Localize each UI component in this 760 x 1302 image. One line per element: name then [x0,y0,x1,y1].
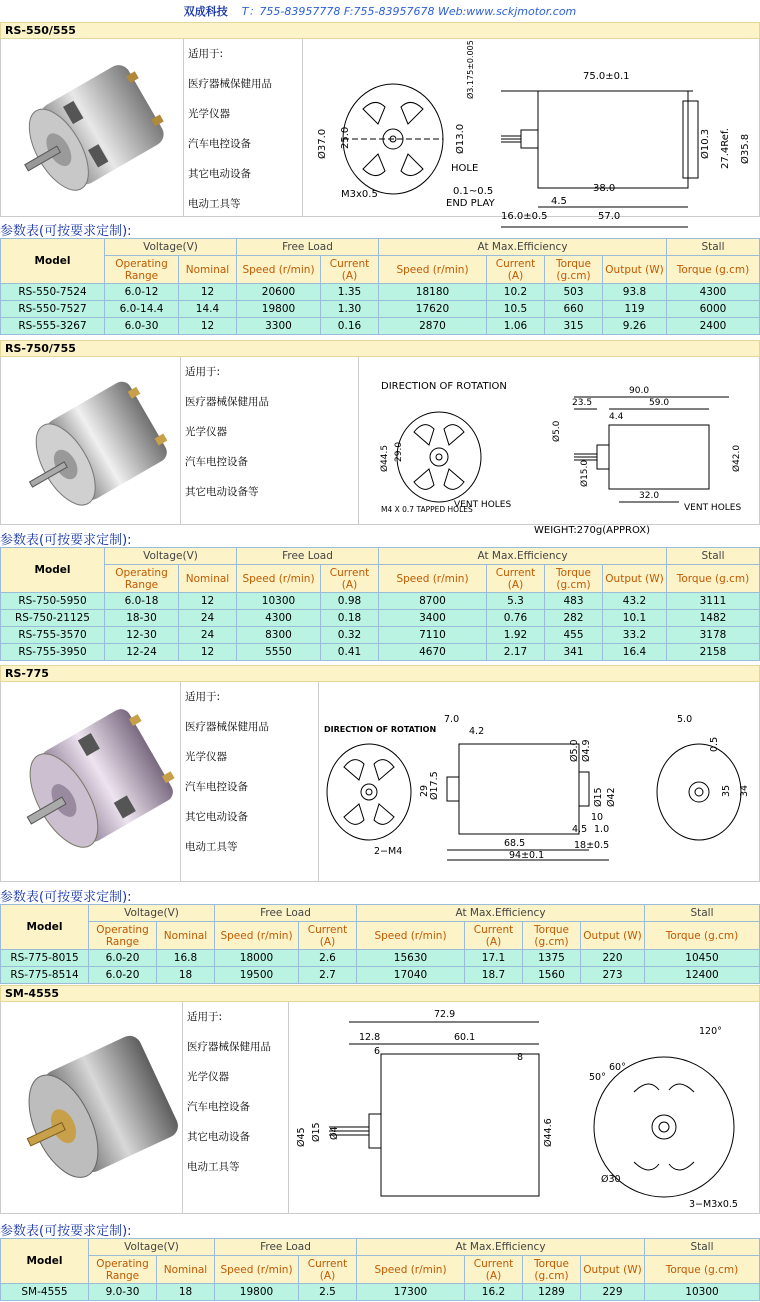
table-cell: 6000 [667,301,760,318]
table-cell: 455 [545,627,603,644]
table-cell: 2870 [379,318,487,335]
table-cell: 7110 [379,627,487,644]
dim-label: 1.0 [594,824,610,835]
dim-label: Ø42.0 [732,444,742,472]
table-cell: 6.0-12 [105,284,179,301]
table-cell: RS-550-7527 [1,301,105,318]
col-nominal: Nominal [179,256,237,284]
app-item: 电动工具等 [185,841,238,853]
motor-photo [1,39,184,216]
dim-label: 4.5 [551,196,567,207]
dim-label: Ø5.0 [552,420,562,442]
motor-photo [1,357,181,524]
table-cell: 3300 [237,318,321,335]
col-current: Current (A) [299,922,357,950]
spec-table-rs775 [0,904,760,984]
table-cell: 229 [581,1284,645,1301]
dim-label: Ø15.0 [580,459,590,487]
company-name: 双成科技 [183,5,228,18]
table-cell: 18-30 [105,610,179,627]
table-cell: 0.76 [487,610,545,627]
col-model: Model [1,548,105,593]
dim-label: Ø42 [606,787,617,807]
table-cell: 33.2 [603,627,667,644]
col-speed: Speed (r/min) [215,1256,299,1284]
app-item: 其它电动设备等 [185,486,259,498]
table-cell: 12 [179,284,237,301]
section-title: SM-4555 [0,985,760,1002]
table-cell: 16.8 [157,950,215,967]
table-row [1,627,760,644]
dim-label: 32.0 [639,491,660,501]
dim-label: 29 [419,784,430,797]
dim-label: 50° [589,1072,606,1083]
dim-label: DIRECTION OF ROTATION [324,725,437,734]
dim-label: 94±0.1 [509,850,545,861]
table-cell: 18 [157,1284,215,1301]
table-cell: 93.8 [603,284,667,301]
table-cell: 1289 [523,1284,581,1301]
col-stall-torque: Torque (g.cm) [667,565,760,593]
params-title: 参数表(可按要求定制): [0,224,132,239]
dim-label: 3−M3x0.5 [689,1199,738,1210]
table-cell: 220 [581,950,645,967]
col-speed: Speed (r/min) [379,256,487,284]
table-cell: 9.0-30 [89,1284,157,1301]
col-current: Current (A) [465,922,523,950]
app-item: 光学仪器 [185,751,227,763]
col-speed: Speed (r/min) [357,922,465,950]
dim-label: 12.8 [359,1032,381,1043]
spec-table-rs550 [0,238,760,335]
table-cell: 0.98 [321,593,379,610]
dim-label: Ø37.0 [317,128,328,159]
table-cell: 16.2 [465,1284,523,1301]
table-cell: 4300 [667,284,760,301]
dim-label: Ø17.5 [429,771,440,800]
table-cell: RS-550-7524 [1,284,105,301]
table-row [1,284,760,301]
app-item: 医疗器械保健用品 [187,1041,271,1053]
table-cell: 0.18 [321,610,379,627]
dim-label: Ø15 [593,787,604,807]
technical-drawing [289,1002,759,1213]
table-cell: 19500 [215,967,299,984]
table-cell: 17620 [379,301,487,318]
table-row [1,1284,760,1301]
motor-photo [1,1002,183,1213]
col-max-eff: At Max.Efficiency [357,905,645,922]
table-cell: 1560 [523,967,581,984]
params-title: 参数表(可按要求定制): [0,890,132,905]
table-cell: 8300 [237,627,321,644]
app-item: 医疗器械保健用品 [185,396,269,408]
table-cell: 660 [545,301,603,318]
table-cell: 14.4 [179,301,237,318]
dim-label: 25.0 [340,126,351,149]
dim-label: 18±0.5 [574,840,610,851]
dim-label: 7.0 [444,714,460,725]
col-free-load: Free Load [215,905,357,922]
dim-label: Ø13.0 [455,123,466,154]
table-cell: 10.2 [487,284,545,301]
table-cell: 119 [603,301,667,318]
col-stall: Stall [645,905,760,922]
header-bar [0,0,760,22]
app-item: 汽车电控设备 [185,781,248,793]
apps-heading: 适用于: [188,48,224,60]
table-cell: RS-750-5950 [1,593,105,610]
dim-label: Ø15 [311,1122,322,1142]
dim-label: M4 X 0.7 TAPPED HOLES [381,505,473,514]
params-title: 参数表(可按要求定制): [0,533,132,548]
col-operating-range: Operating Range [105,565,179,593]
table-cell: 17040 [357,967,465,984]
table-cell: RS-755-3570 [1,627,105,644]
table-cell: 1375 [523,950,581,967]
dim-label: 68.5 [504,838,526,849]
dim-label: Ø44.5 [380,444,390,472]
section-sm4555 [0,985,760,1214]
dim-label: 90.0 [629,386,650,396]
table-cell: 17.1 [465,950,523,967]
applications-list [184,39,303,216]
table-cell: 19800 [237,301,321,318]
table-cell: 483 [545,593,603,610]
spec-table-rs750 [0,547,760,661]
table-row [1,950,760,967]
col-nominal: Nominal [179,565,237,593]
dim-label: Ø35.8 [740,133,751,164]
motor-photo [1,682,181,881]
table-cell: 18000 [215,950,299,967]
table-cell: 18.7 [465,967,523,984]
technical-drawing [303,39,759,222]
section-title: RS-750/755 [0,340,760,357]
dim-label: 2−M4 [374,846,403,857]
table-row [1,967,760,984]
dim-label: 0.5 [709,736,720,752]
col-output: Output (W) [603,565,667,593]
dim-label: HOLE [451,163,479,174]
col-operating-range: Operating Range [105,256,179,284]
col-voltage: Voltage(V) [89,905,215,922]
col-torque: Torque (g.cm) [523,1256,581,1284]
app-item: 其它电动设备 [185,811,248,823]
table-cell: 341 [545,644,603,661]
table-cell: RS-555-3267 [1,318,105,335]
col-voltage: Voltage(V) [105,239,237,256]
table-cell: 12 [179,593,237,610]
col-stall: Stall [667,239,760,256]
dim-label: VENT HOLES [454,500,512,510]
dim-label: 75.0±0.1 [583,71,630,82]
dim-label: 120° [699,1026,722,1037]
table-cell: 1.30 [321,301,379,318]
col-torque: Torque (g.cm) [545,565,603,593]
app-item: 电动工具等 [187,1161,240,1173]
technical-drawing [319,682,759,881]
table-cell: 43.2 [603,593,667,610]
col-torque: Torque (g.cm) [545,256,603,284]
app-item: 电动工具等 [188,198,241,210]
table-cell: 6.0-20 [89,950,157,967]
table-cell: 10300 [645,1284,760,1301]
table-row [1,318,760,335]
app-item: 其它电动设备 [187,1131,250,1143]
col-torque: Torque (g.cm) [523,922,581,950]
col-current: Current (A) [321,256,379,284]
table-cell: RS-775-8514 [1,967,89,984]
col-speed: Speed (r/min) [379,565,487,593]
table-cell: 0.32 [321,627,379,644]
table-cell: 5.3 [487,593,545,610]
section-title: RS-550/555 [0,22,760,39]
table-cell: 3178 [667,627,760,644]
dim-label: 60.1 [454,1032,476,1043]
table-cell: 1.35 [321,284,379,301]
dim-label: 29.0 [394,441,404,462]
col-current: Current (A) [465,1256,523,1284]
col-current: Current (A) [321,565,379,593]
dim-label: 4.2 [469,726,485,737]
col-model: Model [1,239,105,284]
col-max-eff: At Max.Efficiency [379,239,667,256]
table-cell: 4300 [237,610,321,627]
table-cell: 12-24 [105,644,179,661]
table-cell: 12 [179,644,237,661]
dim-label: Ø4.9 [581,739,592,762]
col-free-load: Free Load [237,239,379,256]
table-cell: 6.0-30 [105,318,179,335]
col-speed: Speed (r/min) [215,922,299,950]
col-voltage: Voltage(V) [89,1239,215,1256]
dim-label: Ø3.175±0.005 [466,40,475,99]
app-item: 汽车电控设备 [187,1101,250,1113]
table-cell: 24 [179,610,237,627]
table-cell: 4670 [379,644,487,661]
table-cell: 2158 [667,644,760,661]
apps-heading: 适用于: [185,691,221,703]
table-cell: 18 [157,967,215,984]
dim-label: Ø30 [601,1174,621,1185]
col-current: Current (A) [299,1256,357,1284]
apps-heading: 适用于: [185,366,221,378]
dim-label: END PLAY [446,198,495,209]
dim-label: VENT HOLES [684,503,742,513]
section-rs775 [0,665,760,882]
dim-label: 27.4Ref. [720,128,731,169]
dim-label: 72.9 [434,1009,456,1020]
col-model: Model [1,1239,89,1284]
applications-list [183,1002,289,1213]
dim-label: 8 [517,1052,524,1063]
table-row [1,644,760,661]
dim-label: 23.5 [572,398,593,408]
dim-label: 34 [739,784,750,797]
col-stall-torque: Torque (g.cm) [645,1256,760,1284]
app-item: 光学仪器 [187,1071,229,1083]
table-cell: 10.1 [603,610,667,627]
col-output: Output (W) [581,922,645,950]
table-cell: 10300 [237,593,321,610]
app-item: 医疗器械保健用品 [185,721,269,733]
dim-label: Ø5.0 [569,739,580,762]
table-cell: 24 [179,627,237,644]
table-cell: 2.7 [299,967,357,984]
table-cell: 10450 [645,950,760,967]
col-stall-torque: Torque (g.cm) [667,256,760,284]
table-cell: SM-4555 [1,1284,89,1301]
dim-label: DIRECTION OF ROTATION [381,381,507,392]
table-cell: 17300 [357,1284,465,1301]
table-cell: 503 [545,284,603,301]
dim-label: WEIGHT:270g(APPROX) [534,525,650,536]
app-item: 其它电动设备 [188,168,251,180]
dim-label: 5.0 [677,714,693,725]
applications-list [181,357,359,524]
table-row [1,301,760,318]
table-row [1,610,760,627]
col-free-load: Free Load [237,548,379,565]
table-cell: RS-755-3950 [1,644,105,661]
apps-heading: 适用于: [187,1011,223,1023]
col-free-load: Free Load [215,1239,357,1256]
dim-label: 0.1~0.5 [453,186,494,197]
table-cell: 12 [179,318,237,335]
applications-list [181,682,319,881]
table-cell: 18180 [379,284,487,301]
col-current: Current (A) [487,256,545,284]
section-title: RS-775 [0,665,760,682]
col-max-eff: At Max.Efficiency [379,548,667,565]
col-operating-range: Operating Range [89,922,157,950]
table-cell: 12-30 [105,627,179,644]
col-current: Current (A) [487,565,545,593]
table-cell: 8700 [379,593,487,610]
params-title: 参数表(可按要求定制): [0,1224,132,1239]
dim-label: M3x0.5 [341,189,378,200]
dim-label: Ø4 [329,1126,340,1140]
col-nominal: Nominal [157,922,215,950]
dim-label: 35 [721,784,732,797]
table-cell: 1.06 [487,318,545,335]
col-output: Output (W) [581,1256,645,1284]
col-stall: Stall [645,1239,760,1256]
dim-label: 59.0 [649,398,670,408]
dim-label: 60° [609,1062,626,1073]
table-cell: 1482 [667,610,760,627]
table-cell: 19800 [215,1284,299,1301]
section-rs550 [0,22,760,222]
table-cell: 3400 [379,610,487,627]
table-cell: 5550 [237,644,321,661]
table-cell: 15630 [357,950,465,967]
table-cell: 3111 [667,593,760,610]
table-cell: 315 [545,318,603,335]
col-stall: Stall [667,548,760,565]
section-rs750 [0,340,760,536]
table-cell: 10.5 [487,301,545,318]
col-stall-torque: Torque (g.cm) [645,922,760,950]
col-model: Model [1,905,89,950]
table-cell: 20600 [237,284,321,301]
table-cell: 0.41 [321,644,379,661]
table-cell: 282 [545,610,603,627]
technical-drawing [359,357,759,536]
spec-table-sm4555 [0,1238,760,1301]
dim-label: 10 [591,812,604,823]
dim-label: 57.0 [598,211,621,222]
app-item: 医疗器械保健用品 [188,78,272,90]
col-speed: Speed (r/min) [237,565,321,593]
table-cell: 2.6 [299,950,357,967]
table-cell: 2.5 [299,1284,357,1301]
col-operating-range: Operating Range [89,1256,157,1284]
dim-label: Ø45 [296,1127,307,1147]
col-speed: Speed (r/min) [237,256,321,284]
dim-label: Ø10.3 [700,128,711,159]
col-max-eff: At Max.Efficiency [357,1239,645,1256]
contact-info: T：755-83957778 F:755-83957678 Web:www.sckjmotor.com [241,5,577,18]
table-cell: 6.0-14.4 [105,301,179,318]
table-cell: 12400 [645,967,760,984]
table-cell: 6.0-18 [105,593,179,610]
dim-label: 6 [374,1046,381,1057]
table-cell: 6.0-20 [89,967,157,984]
col-speed: Speed (r/min) [357,1256,465,1284]
app-item: 汽车电控设备 [185,456,248,468]
dim-label: 4.5 [572,824,588,835]
table-cell: 2.17 [487,644,545,661]
dim-label: 16.0±0.5 [501,211,548,222]
table-cell: 273 [581,967,645,984]
app-item: 光学仪器 [185,426,227,438]
dim-label: 4.4 [609,412,624,422]
col-voltage: Voltage(V) [105,548,237,565]
table-cell: 9.26 [603,318,667,335]
app-item: 汽车电控设备 [188,138,251,150]
table-cell: RS-750-21125 [1,610,105,627]
table-row [1,593,760,610]
app-item: 光学仪器 [188,108,230,120]
table-cell: 16.4 [603,644,667,661]
table-cell: 0.16 [321,318,379,335]
table-cell: 1.92 [487,627,545,644]
col-output: Output (W) [603,256,667,284]
col-nominal: Nominal [157,1256,215,1284]
dim-label: Ø44.6 [543,1118,554,1147]
table-cell: 2400 [667,318,760,335]
table-cell: RS-775-8015 [1,950,89,967]
dim-label: 38.0 [593,183,616,194]
